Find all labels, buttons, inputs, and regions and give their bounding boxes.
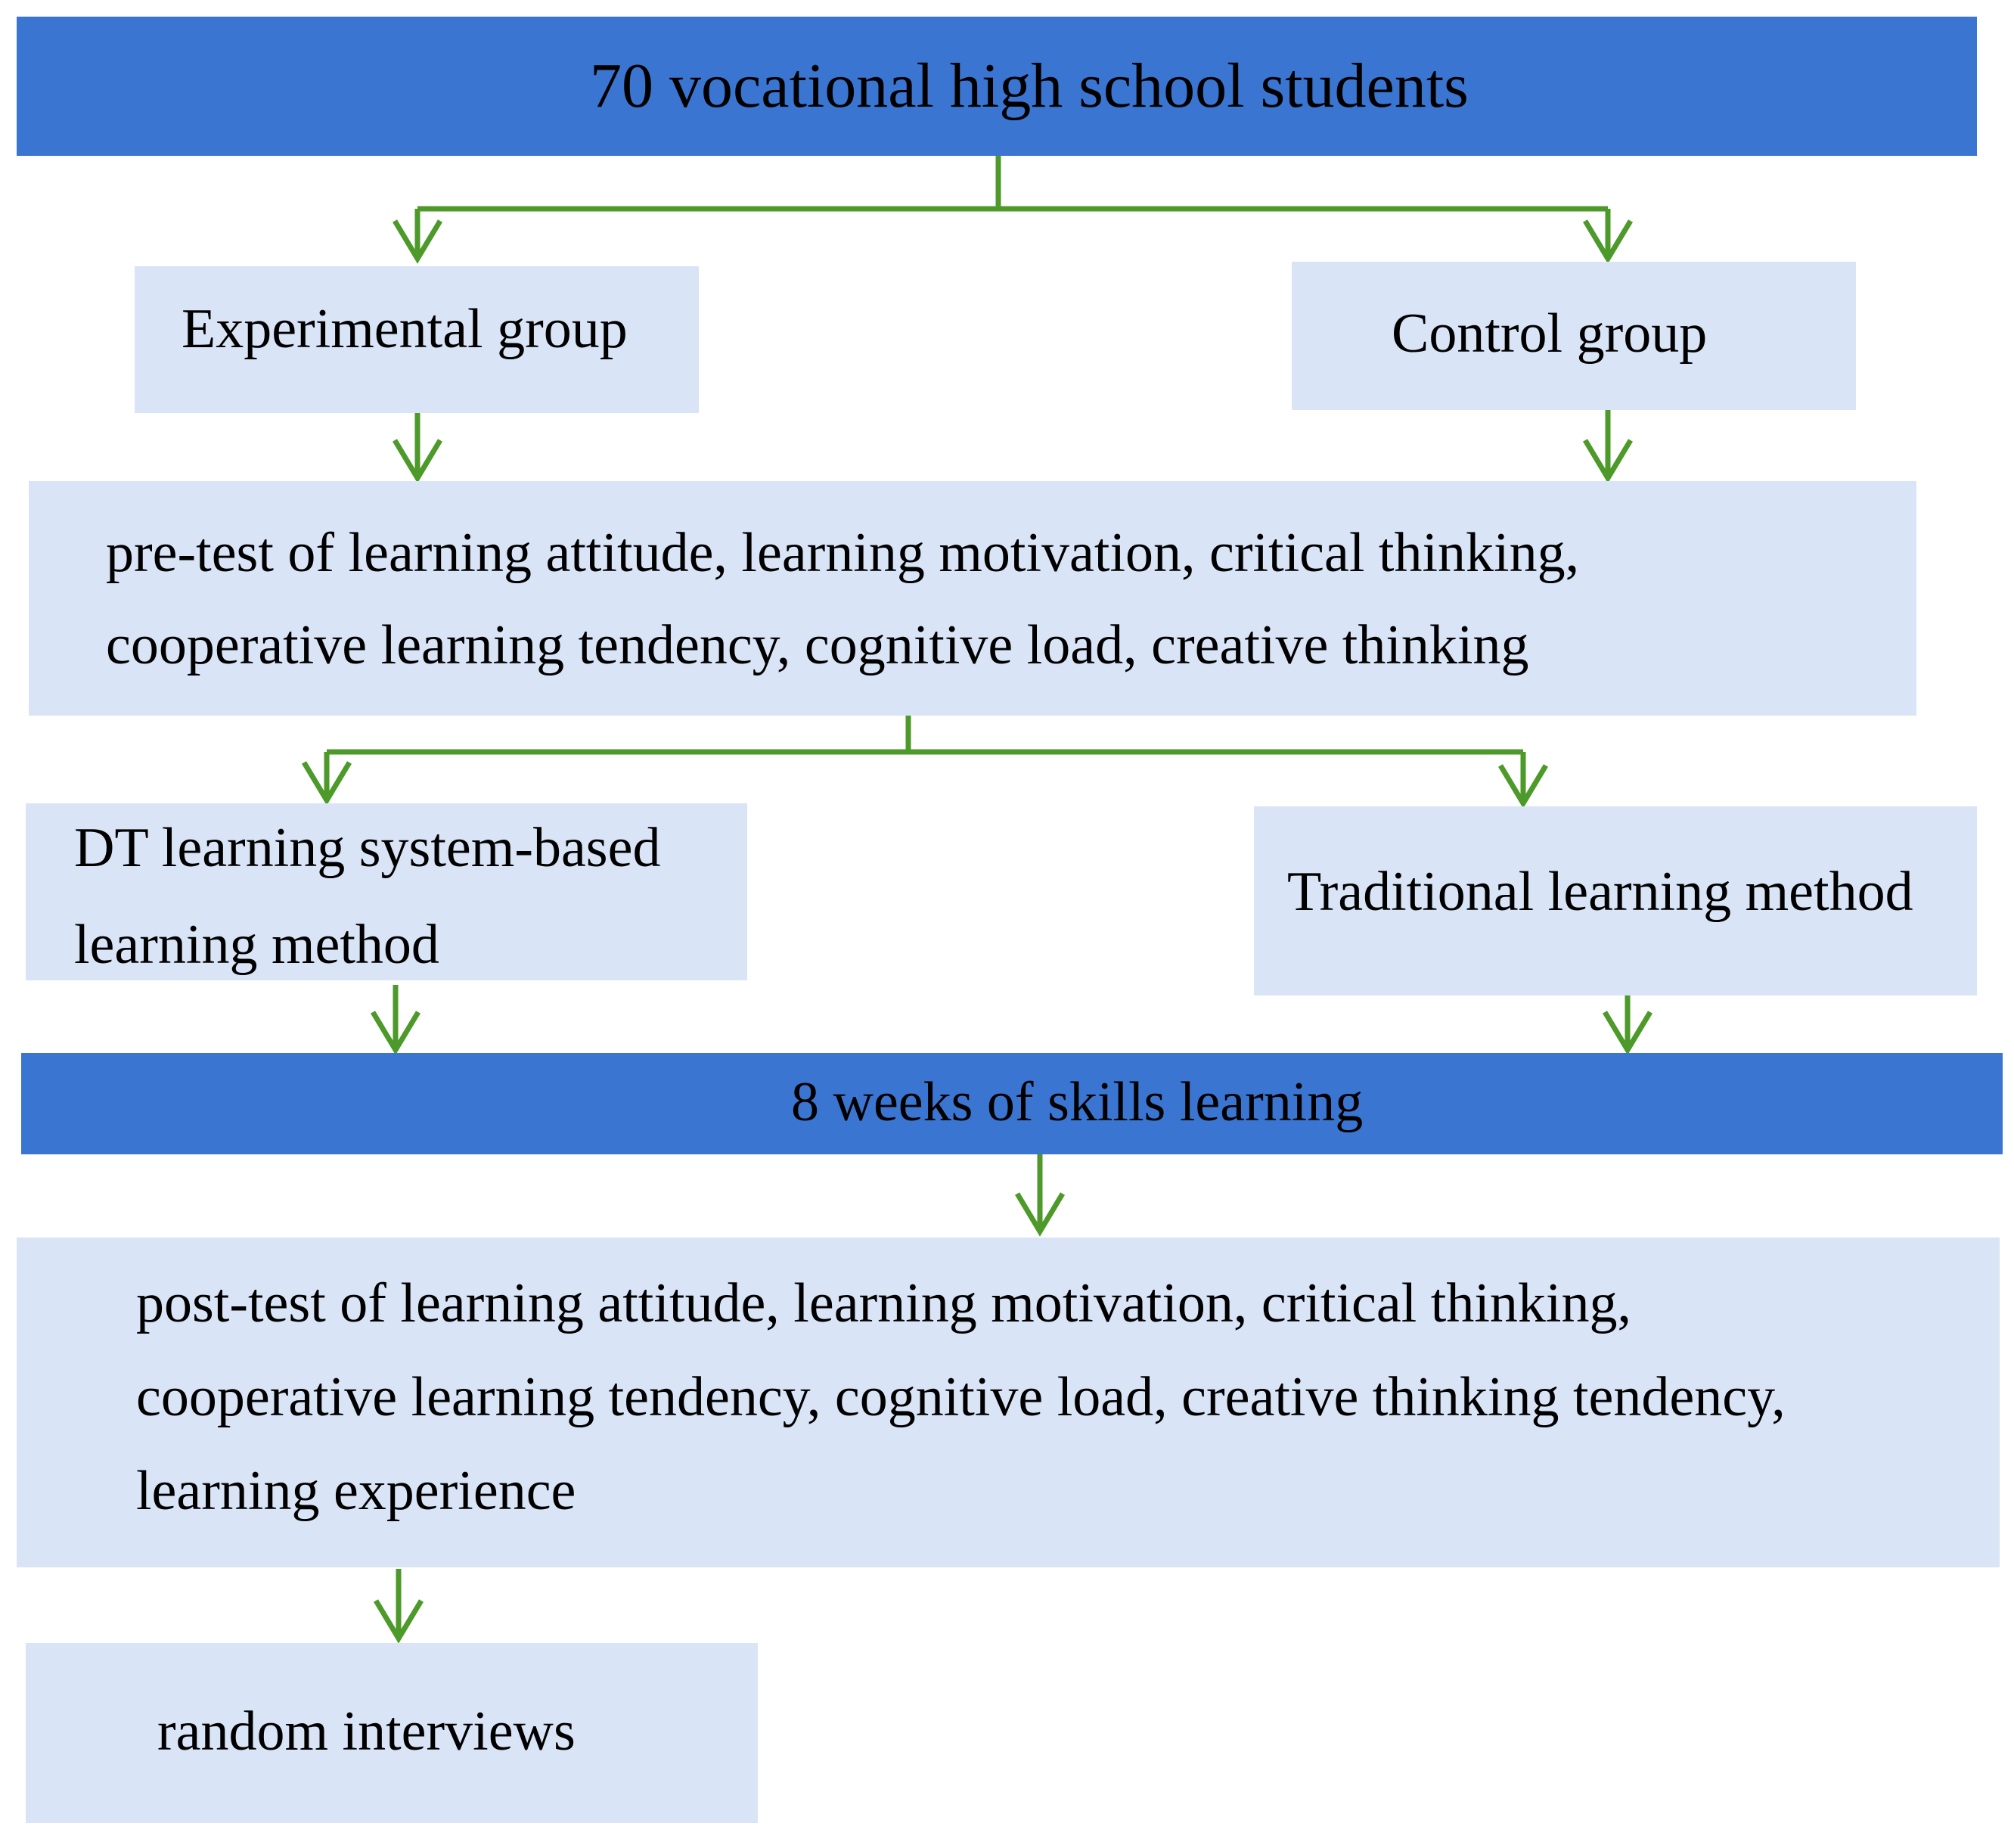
control-group-label: Control group [1392,303,1708,365]
dt-method-line-2: learning method [74,914,439,976]
arrow-traditional-to-skills [1605,992,1650,1050]
arrow-experimental-to-pretest [395,413,440,478]
arrow-to-traditional-method [1500,752,1546,803]
posttest-line-1: post-test of learning attitude, learning motivation, critical thinking, [136,1272,1631,1334]
arrow-to-experimental [395,209,440,259]
traditional-method-label: Traditional learning method [1287,861,1913,923]
pretest-box [29,481,1916,716]
pretest-line-1: pre-test of learning attitude, learning motivation, critical thinking, [106,522,1580,584]
arrow-to-control [1585,209,1631,259]
traditional-method-box [1254,806,1977,995]
arrow-to-dt-method [304,752,349,800]
experimental-group-label: Experimental group [182,298,628,360]
arrow-control-to-pretest [1585,410,1631,478]
interviews-box [26,1643,758,1823]
arrow-posttest-to-interviews [376,1569,421,1638]
pretest-line-2: cooperative learning tendency, cognitive load, creative thinking [106,614,1529,676]
connector-population-split [417,156,1608,209]
dt-method-line-1: DT learning system-based [74,817,661,879]
experimental-group-box [135,266,699,413]
arrow-dt-to-skills [373,985,418,1050]
dt-method-box [26,803,747,980]
connector-pretest-split [327,716,1523,752]
posttest-box [17,1238,2000,1567]
skills-learning-label: 8 weeks of skills learning [791,1071,1364,1133]
interviews-label: random interviews [157,1700,576,1763]
control-group-box [1292,262,1856,410]
arrow-skills-to-posttest [1017,1154,1063,1231]
posttest-line-3: learning experience [136,1460,576,1522]
posttest-line-2: cooperative learning tendency, cognitive load, creative thinking tendency, [136,1366,1786,1428]
skills-learning-box [21,1053,2003,1154]
population-box [17,17,1977,156]
population-label: 70 vocational high school students [590,51,1469,121]
